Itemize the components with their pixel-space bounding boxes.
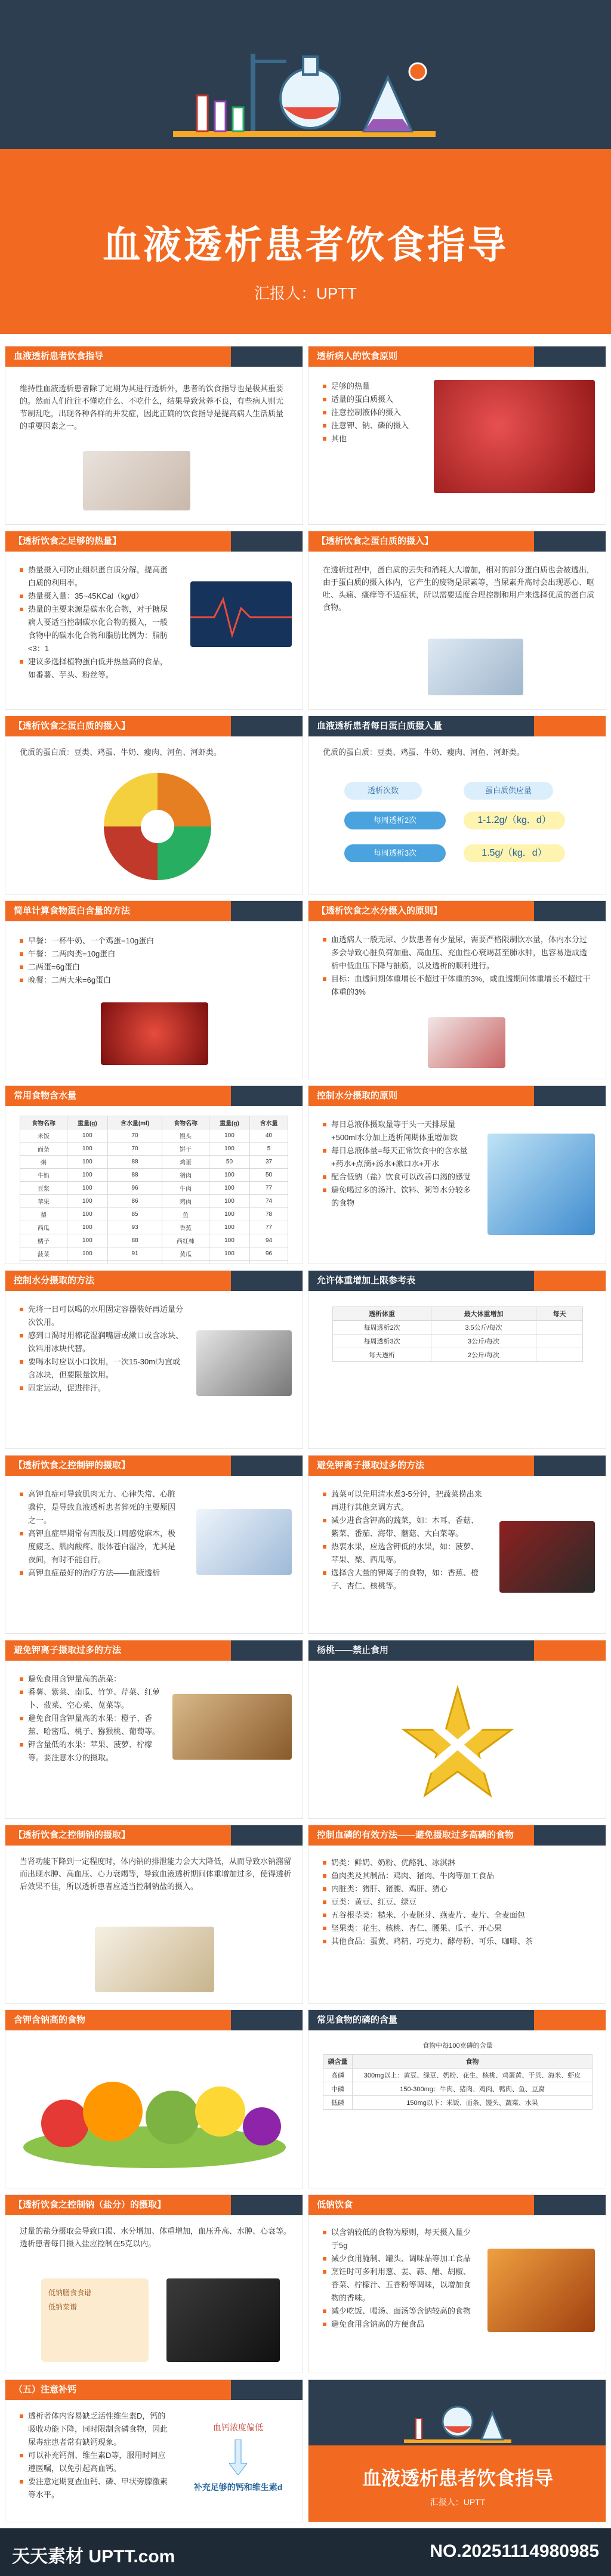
food-wheel-image — [101, 770, 214, 883]
list-item: 感到口渴时用棉花湿润嘴唇或漱口或含冰块、饮料用冰块代替。 — [20, 1329, 187, 1355]
slide-header: 常见食物的磷的含量 — [308, 2010, 606, 2030]
slide-header: 【透析饮食之控制钠（盐分）的摄取】 — [5, 2195, 303, 2215]
list-item: 午餐：二两肉类=10g蛋白 — [20, 948, 199, 961]
list-item: 钾含量低的水果：苹果、菠萝、柠檬等。要注意水分的摄取。 — [20, 1738, 163, 1764]
table-cell — [107, 1261, 162, 1265]
protein-calc-list — [20, 934, 199, 987]
list-item: 减少食用腌制、罐头、调味品等加工食品 — [323, 2252, 478, 2265]
slide-header: 血液透析患者饮食指导 — [5, 346, 303, 367]
table-cell: 馒头 — [162, 1129, 209, 1143]
table-row — [20, 1261, 288, 1265]
table-cell — [536, 1321, 583, 1335]
list-item: 减少进食含钾高的蔬菜，如：木耳、香菇、紫菜、番茄、海带、蘑菇、大白菜等。 — [323, 1514, 484, 1540]
list-item: 目标：血透间期体重增长不超过干体重的3%，或血透期间体重增长不超过干体重的3% — [323, 973, 594, 999]
list-item: 固定运动，促进排汗。 — [20, 1382, 187, 1395]
slide-salt — [5, 2194, 303, 2373]
table-cell: 70 — [107, 1143, 162, 1156]
table-cell: 苹果 — [20, 1195, 67, 1208]
list-item: 奶类：鲜奶、奶粉、优酪乳、冰淇淋 — [323, 1856, 594, 1869]
slide-weight-limit — [308, 1270, 606, 1449]
list-item: 先将一日可以喝的水用固定容器装好再适量分次饮用。 — [20, 1303, 187, 1329]
table-row — [323, 2096, 593, 2110]
table-cell: 50 — [250, 1169, 288, 1182]
slide-potassium-avoid — [308, 1455, 606, 1634]
table-cell: 50 — [209, 1156, 249, 1169]
list-item: 适量的蛋白质摄入 — [323, 393, 418, 406]
table-cell: 100 — [209, 1234, 249, 1247]
table-row — [20, 1195, 288, 1208]
table-row — [333, 1335, 583, 1348]
table-cell: 100 — [67, 1129, 107, 1143]
end-title: 血液透析患者饮食指导 — [362, 2467, 553, 2489]
slide-low-sodium — [308, 2194, 606, 2373]
thrice-weekly-label: 每周透析3次 — [344, 844, 446, 862]
slide-header: 【透析饮食之水分摄入的原则】 — [308, 901, 606, 921]
blood-tube-image — [428, 1017, 505, 1068]
footer-brand: 天天素材 UPTT.com — [12, 2547, 175, 2566]
slide-water-method — [5, 1270, 303, 1449]
end-reporter: 汇报人：UPTT — [430, 2497, 486, 2507]
table-cell: 100 — [209, 1221, 249, 1234]
market-image — [487, 2249, 595, 2332]
list-item: 避免食用含钠高的方便食品 — [323, 2318, 478, 2331]
water-control-list — [323, 1118, 472, 1210]
slide-potassium-foods — [5, 1640, 303, 1819]
slide-header: （五）注意补钙 — [5, 2380, 303, 2400]
slide-calcium — [5, 2379, 303, 2522]
list-item: 每日总液体摄取量等于头一天排尿量+500ml水分加上透析间期体重增加数 — [323, 1118, 472, 1144]
slide-header: 简单计算食物蛋白含量的方法 — [5, 901, 303, 921]
table-header-cell: 磷含量 — [323, 2055, 353, 2069]
table-row — [20, 1143, 288, 1156]
slide-phosphorus-table — [308, 2010, 606, 2188]
table-cell: 面条 — [20, 1143, 67, 1156]
list-item: 配合低钠（盐）饮食可以改善口渴的感觉 — [323, 1171, 472, 1184]
list-item: 要注意定期复查血钙、磷、甲状旁腺激素等水平。 — [20, 2475, 169, 2501]
table-header-cell: 重量(g) — [67, 1116, 107, 1129]
list-item: 热量摄入量：35~45KCal（kg/d） — [20, 590, 175, 603]
slide-water-content — [5, 1085, 303, 1264]
list-item: 热量的主要来源是碳水化合物，对于糖尿病人要适当控制碳水化合物的摄入，一般食物中的碳水化合物和脂肪比例为：脂肪<3：1 — [20, 603, 175, 655]
sodium-text: 当肾功能下降到一定程度时，体内钠的排泄能力会大大降低，从而导致水钠潴留而出现水肿、高血压、心力衰竭等，导致血液透析期间体重增加过多，使得透析后效果不佳，所以透析患者应适当控制钠盐的摄入。 — [20, 1857, 292, 1891]
phosphorus-list — [323, 1856, 594, 1948]
table-cell: 100 — [67, 1182, 107, 1195]
table-cell: 100 — [209, 1169, 249, 1182]
table-row — [20, 1182, 288, 1195]
table-cell: 96 — [107, 1182, 162, 1195]
lab-equipment-illustration — [161, 42, 448, 179]
table-header-row — [323, 2055, 593, 2069]
table-cell: 100 — [67, 1156, 107, 1169]
injection-image — [196, 1509, 292, 1575]
list-item: 其他食品：蛋黄、鸡精、巧克力、酵母粉、可乐、咖啡、茶 — [323, 1935, 594, 1948]
list-item: 避免食用含钾量高的水果：橙子、香蕉、哈密瓜、桃子、猕猴桃、葡萄等。 — [20, 1712, 163, 1738]
list-item: 注意控制液体的摄入 — [323, 406, 418, 419]
flow-step-supplement: 补充足够的钙和维生素d — [193, 2482, 283, 2492]
list-item: 高钾血症最好的治疗方法——血液透析 — [20, 1566, 181, 1580]
list-item: 透析者体内容易缺乏活性维生素D，钙的吸收功能下降，同时限制含磷食物，因此尿毒症患者常有缺钙现象。 — [20, 2410, 169, 2449]
list-item: 热衷水果，应选含钾低的水果，如：菠萝、苹果、梨、西瓜等。 — [323, 1540, 484, 1566]
protein-intake-text: 优质的蛋白质：豆类、鸡蛋、牛奶、瘦肉、河鱼、河虾类。 — [323, 748, 525, 757]
menu-item: 低钠菜谱 — [48, 2303, 78, 2311]
list-item: 注意钾、钠、磷的摄入 — [323, 419, 418, 432]
table-row — [323, 2069, 593, 2082]
list-item: 二两蛋=6g蛋白 — [20, 961, 199, 974]
potassium-avoid-list — [323, 1488, 484, 1593]
table-cell: 粥 — [20, 1156, 67, 1169]
cover-reporter: 汇报人：UPTT — [254, 284, 357, 302]
table-cell — [536, 1335, 583, 1348]
table-cell: 鸡蛋 — [162, 1156, 209, 1169]
table-cell: 3.5公斤/每次 — [431, 1321, 536, 1335]
table-row — [333, 1321, 583, 1335]
table-cell: 橘子 — [20, 1234, 67, 1247]
water-principle-list — [323, 933, 594, 999]
table-cell: 牛奶 — [20, 1169, 67, 1182]
slide-protein-sources — [5, 716, 303, 894]
table-cell: 黄瓜 — [162, 1247, 209, 1261]
cover-title: 血液透析患者饮食指导 — [103, 224, 508, 267]
slide-header: 【透析饮食之蛋白质的摄入】 — [5, 716, 303, 736]
table-cell: 100 — [209, 1208, 249, 1221]
table-cell: 3公斤/每次 — [431, 1335, 536, 1348]
table-cell: 高磷 — [323, 2069, 353, 2082]
phosphorus-table-caption: 食物中每100克磷的含量 — [422, 2042, 493, 2049]
slide-end-cover — [308, 2379, 606, 2522]
grains-image — [172, 1694, 292, 1760]
list-item: 高钾血症可导致肌肉无力、心律失常、心脏骤停，是导致血液透析患者猝死的主要原因之一。 — [20, 1488, 181, 1527]
table-cell: 77 — [250, 1221, 288, 1234]
table-cell: 100 — [67, 1195, 107, 1208]
slide-water-control — [308, 1085, 606, 1264]
table-cell: 150-300mg：牛肉、猪肉、鸡肉、鸭肉、鱼、豆腐 — [353, 2082, 593, 2096]
intro-text: 维持性血液透析患者除了定期为其进行透析外，患者的饮食指导也是极其重要的。然而人们往往不懂吃什么、不吃什么，结果导致营养不良，有些病人则无节制乱吃，出现各种各样的并发症，因此正确的饮食指导是提高病人生活质量的重要因素之一。 — [20, 384, 284, 431]
table-row — [20, 1156, 288, 1169]
list-item: 烹饪时可多利用葱、姜、蒜、醋、胡椒、香菜、柠檬汁、五香粉等调味，以增加食物的香味。 — [323, 2265, 478, 2305]
slide-header: 【透析饮食之蛋白质的摄入】 — [308, 531, 606, 552]
table-cell: 74 — [250, 1195, 288, 1208]
table-header-cell: 食物名称 — [20, 1116, 67, 1129]
slide-header: 避免钾离子摄取过多的方法 — [5, 1640, 303, 1661]
protein-text: 在透析过程中，蛋白质的丢失和消耗大大增加，相对的部分蛋白质也会被透出，由于蛋白质的摄入体内，它产生的废物是尿素等，当尿素升高时会出现恶心、呕吐、头痛、瘙痒等不适症状，所以需要适度合理控制和用户来选择优质的蛋白质食物。 — [323, 565, 595, 612]
table-cell: 78 — [250, 1208, 288, 1221]
slide-header: 血液透析患者每日蛋白质摄入量 — [308, 716, 606, 736]
water-glass-image — [487, 1134, 595, 1235]
list-item: 鱼肉类及其制品：鸡肉、猪肉、牛肉等加工食品 — [323, 1869, 594, 1883]
table-cell: 5 — [250, 1143, 288, 1156]
list-item: 减少吃饭、喝汤、面汤等含钠较高的食物 — [323, 2305, 478, 2318]
slide-potassium — [5, 1455, 303, 1634]
potassium-foods-list — [20, 1673, 163, 1764]
menu-item: 低钠膳食食谱 — [48, 2289, 92, 2297]
slide-intro — [5, 346, 303, 525]
list-item: 高钾血症早期常有四肢及口周感觉麻木，极度疲乏、肌肉酸疼、肢体苍白湿冷，尤其是夜间，有时不能自行。 — [20, 1527, 181, 1566]
slide-header: 低钠饮食 — [308, 2195, 606, 2215]
table-cell: 菠菜 — [20, 1247, 67, 1261]
table-cell: 37 — [250, 1156, 288, 1169]
twice-weekly-value: 1-1.2g/（kg．d） — [464, 812, 565, 829]
table-cell: 100 — [209, 1182, 249, 1195]
test-tubes-image — [95, 1927, 214, 1992]
end-lab-illustration — [398, 2392, 517, 2445]
slide-header: 【透析饮食之控制钾的摄取】 — [5, 1456, 303, 1476]
table-header-cell: 重量(g) — [209, 1116, 249, 1129]
list-item: 内脏类：猪肝、猪腰、鸡肝、猪心 — [323, 1883, 594, 1896]
table-header-cell: 食物 — [353, 2055, 593, 2069]
salt-text: 过量的盐分摄取会导致口渴、水分增加、体重增加，血压升高、水肿、心衰等。透析患者每日摄入盐应控制在5克以内。 — [20, 2227, 292, 2248]
table-header-cell: 最大体重增加 — [431, 1307, 536, 1321]
slide-header: 【透析饮食之控制钠的摄取】 — [5, 1825, 303, 1846]
table-cell: 每周透析3次 — [333, 1335, 431, 1348]
list-item: 建议多选择植物蛋白低并热量高的食品，如番薯、芋头、粉丝等。 — [20, 655, 175, 682]
slide-header: 控制水分摄取的方法 — [5, 1271, 303, 1291]
table-header-row — [333, 1307, 583, 1321]
table-header-cell: 每天 — [536, 1307, 583, 1321]
patient-photo — [83, 451, 190, 510]
list-item: 避免喝过多的汤汁、饮料、粥等水分较多的食物 — [323, 1184, 472, 1210]
slide-header: 含钾含钠高的食物 — [5, 2010, 303, 2030]
arrow-down-icon — [229, 2439, 247, 2475]
calorie-list — [20, 564, 175, 682]
list-item: 热量摄入可防止组织蛋白质分解，提高蛋白质的利用率。 — [20, 564, 175, 590]
list-item: 选择含大量的钾离子的食物，如：香蕉、橙子、杏仁、核桃等。 — [323, 1566, 484, 1593]
blood-sample-image — [101, 1002, 208, 1065]
table-cell: 梨 — [20, 1208, 67, 1221]
table-header-cell: 食物名称 — [162, 1116, 209, 1129]
table-cell: 每周透析2次 — [333, 1321, 431, 1335]
list-item: 要喝水时应以小口饮用，一次15-30ml为宜或含冰块，但要限量饮用。 — [20, 1355, 187, 1382]
table-cell: 100 — [67, 1143, 107, 1156]
thrice-weekly-value: 1.5g/（kg．d） — [464, 844, 565, 862]
slide-header: 避免钾离子摄取过多的方法 — [308, 1456, 606, 1476]
table-cell: 94 — [250, 1234, 288, 1247]
flow-step-low-calcium: 血钙浓度偏低 — [213, 2423, 263, 2432]
slide-principles — [308, 346, 606, 525]
list-item: 足够的热量 — [323, 380, 418, 393]
table-cell — [209, 1261, 249, 1265]
table-cell: 鸡肉 — [162, 1195, 209, 1208]
table-cell: 70 — [107, 1129, 162, 1143]
slide-water-principle — [308, 900, 606, 1079]
list-item: 豆类：黄豆、红豆、绿豆 — [323, 1896, 594, 1909]
slide-protein-calc — [5, 900, 303, 1079]
table-row — [20, 1169, 288, 1182]
list-item: 其他 — [323, 432, 418, 445]
table-cell: 2公斤/每次 — [431, 1348, 536, 1362]
list-item: 每日总液体量=每天正常饮食中的含水量+药水+点滴+汤水+漱口水+开水 — [323, 1144, 472, 1171]
table-cell: 88 — [107, 1156, 162, 1169]
list-item: 血透病人一般无尿、少数患者有少量尿，需要严格限制饮水量，体内水分过多会导致心脏负荷加重、高血压、充血性心衰竭甚至肺水肿，也容易造成透析中低血压下降与抽筋，以及透析的顺利进行。 — [323, 933, 594, 973]
table-cell: 96 — [250, 1247, 288, 1261]
potassium-list — [20, 1488, 181, 1580]
list-item: 坚果类：花生、核桃、杏仁、腰果、瓜子、开心果 — [323, 1922, 594, 1935]
slide-header: 【透析饮食之足够的热量】 — [5, 531, 303, 552]
table-row — [20, 1234, 288, 1247]
list-item: 以含钠较低的食物为原则，每天摄入量少于5g — [323, 2226, 478, 2252]
water-content-table — [20, 1116, 288, 1264]
slide-sodium — [5, 1825, 303, 2004]
list-item: 早餐：一杯牛奶、一个鸡蛋=10g蛋白 — [20, 934, 199, 948]
table-cell: 86 — [107, 1195, 162, 1208]
vegetables-image — [499, 1521, 595, 1593]
table-header-cell: 含水量 — [250, 1116, 288, 1129]
weight-limit-table — [332, 1306, 583, 1362]
starfruit-prohibited-image — [380, 1676, 535, 1807]
calcium-list — [20, 2410, 169, 2501]
list-item: 五谷根茎类：糙米、小麦胚芽、燕麦片、麦片、全麦面包 — [323, 1909, 594, 1922]
protein-supply-label: 蛋白质供应量 — [464, 782, 553, 800]
list-item: 避免食用含钾量高的蔬菜： — [20, 1673, 163, 1686]
table-cell: 77 — [250, 1182, 288, 1195]
slide-phosphorus — [308, 1825, 606, 2004]
table-cell: 中磷 — [323, 2082, 353, 2096]
table-cell: 西瓜 — [20, 1221, 67, 1234]
food-basket-image — [17, 2046, 292, 2177]
table-cell: 猪肉 — [162, 1169, 209, 1182]
table-row — [323, 2082, 593, 2096]
table-header-row — [20, 1116, 288, 1129]
table-cell: 香蕉 — [162, 1221, 209, 1234]
slide-header: 透析病人的饮食原则 — [308, 346, 606, 367]
water-method-list — [20, 1303, 187, 1395]
table-header-cell: 透析体重 — [333, 1307, 431, 1321]
table-cell: 40 — [250, 1129, 288, 1143]
table-cell: 300mg以上：黄豆、绿豆、奶粉、花生、核桃、鸡蛋黄、干贝、海米、虾皮 — [353, 2069, 593, 2082]
list-item: 番薯、紫菜、南瓜、竹笋、芹菜、红萝卜、菠菜、空心菜、苋菜等。 — [20, 1686, 163, 1712]
table-cell: 100 — [67, 1169, 107, 1182]
low-sodium-list — [323, 2226, 478, 2331]
footer-number: NO.20251114980985 — [430, 2541, 599, 2561]
table-cell: 91 — [107, 1247, 162, 1261]
low-sodium-menu-card — [41, 2278, 149, 2362]
table-cell — [67, 1261, 107, 1265]
table-row — [20, 1208, 288, 1221]
slide-calories — [5, 531, 303, 710]
table-header-cell: 含水量(ml) — [107, 1116, 162, 1129]
table-row — [20, 1221, 288, 1234]
table-cell: 鱼 — [162, 1208, 209, 1221]
table-cell: 牛肉 — [162, 1182, 209, 1195]
table-cell — [536, 1348, 583, 1362]
table-cell: 米饭 — [20, 1129, 67, 1143]
dialysis-count-label: 透析次数 — [344, 782, 422, 800]
slide-header: 控制水分摄取的原则 — [308, 1086, 606, 1106]
slide-header: 控制血磷的有效方法——避免摄取过多高磷的食物 — [308, 1825, 606, 1846]
table-cell: 100 — [67, 1221, 107, 1234]
table-cell: 西红柿 — [162, 1234, 209, 1247]
table-row — [333, 1348, 583, 1362]
slide-header: 杨桃——禁止食用 — [308, 1640, 606, 1661]
protein-source-text: 优质的蛋白质：豆类、鸡蛋、牛奶、瘦肉、河鱼、河虾类。 — [20, 748, 222, 757]
table-cell: 85 — [107, 1208, 162, 1221]
table-cell: 150mg以下：米饭、面条、馒头、蔬菜、水果 — [353, 2096, 593, 2110]
table-cell: 100 — [209, 1247, 249, 1261]
salt-dish-image — [166, 2278, 280, 2362]
table-cell: 饼干 — [162, 1143, 209, 1156]
table-cell: 88 — [107, 1169, 162, 1182]
heartbeat-icon — [190, 581, 292, 647]
dialysis-photo — [428, 639, 523, 695]
twice-weekly-label: 每周透析2次 — [344, 812, 446, 829]
list-item: 蔬菜可以先用清水煮3-5分钟，把蔬菜捞出来再进行其他烹调方式。 — [323, 1488, 484, 1514]
slide-starfruit — [308, 1640, 606, 1819]
cover-slide — [0, 0, 611, 334]
table-cell: 93 — [107, 1221, 162, 1234]
table-cell: 每天透析 — [333, 1348, 431, 1362]
table-cell — [20, 1261, 67, 1265]
table-row — [20, 1129, 288, 1143]
slide-protein-intake — [308, 716, 606, 894]
blood-pressure-monitor-image — [196, 1330, 292, 1396]
slide-high-k-na-foods — [5, 2010, 303, 2188]
table-cell — [250, 1261, 288, 1265]
table-cell: 88 — [107, 1234, 162, 1247]
table-cell — [162, 1261, 209, 1265]
slide-header: 常用食物含水量 — [5, 1086, 303, 1106]
table-cell: 100 — [209, 1143, 249, 1156]
table-cell: 100 — [209, 1195, 249, 1208]
footer-bar — [0, 2528, 611, 2576]
principle-list — [323, 380, 418, 445]
list-item: 可以补充钙剂、维生素D等，服用时间应遵医嘱，以免引起高血钙。 — [20, 2449, 169, 2475]
phosphorus-table — [323, 2054, 593, 2110]
table-cell: 低磷 — [323, 2096, 353, 2110]
table-cell: 100 — [67, 1247, 107, 1261]
table-cell: 豆浆 — [20, 1182, 67, 1195]
table-row — [20, 1247, 288, 1261]
heartbeat-monitor-image — [190, 581, 292, 647]
table-cell: 100 — [67, 1208, 107, 1221]
blood-cells-image — [434, 380, 595, 493]
table-cell: 100 — [209, 1129, 249, 1143]
slide-header: 允许体重增加上限参考表 — [308, 1271, 606, 1291]
slide-protein — [308, 531, 606, 710]
list-item: 晚餐：二两大米=6g蛋白 — [20, 974, 199, 987]
table-cell: 100 — [67, 1234, 107, 1247]
